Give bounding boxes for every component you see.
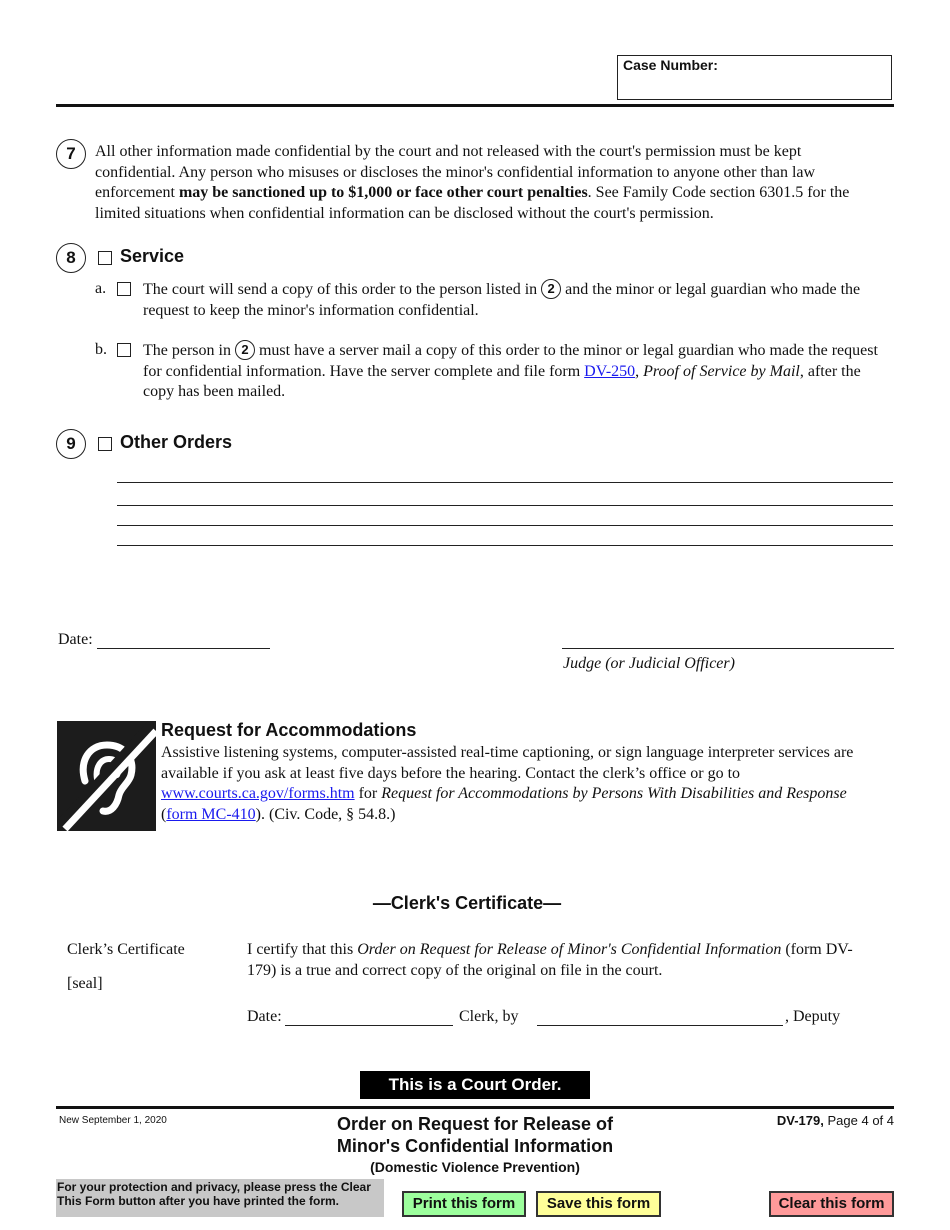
service-b-text — [143, 340, 878, 403]
judge-label: Judge (or Judicial Officer) — [563, 655, 735, 672]
other-orders-title: Other Orders — [120, 432, 233, 452]
service-a-text-part: The court will send a copy of this order to the person listed in — [143, 281, 538, 298]
service-b-text-part: , after the copy has been mailed. — [143, 362, 861, 400]
page-number: Page 4 of 4 — [827, 1113, 894, 1128]
other-orders-line-2[interactable] — [117, 505, 893, 506]
service-a-text-part: and the minor or legal guardian who made the request to keep the minor's information confidential. — [143, 281, 861, 319]
mc-410-link[interactable]: form MC-410 — [166, 805, 256, 823]
item-7-text-part: All other information made confidential by the court and not released with the court's permission must be kept confidential. Any person who misuses or discloses the minor's confidential information to anyone other than law enforcement — [95, 143, 816, 201]
form-subtitle: (Domestic Violence Prevention) — [370, 1159, 580, 1175]
item-2-reference: 2 — [235, 340, 255, 360]
clerk-date-label: Date: — [247, 1008, 282, 1025]
case-number-label: Case Number: — [623, 57, 718, 73]
service-b-checkbox[interactable] — [117, 343, 131, 357]
clerk-certificate-text — [247, 940, 877, 981]
accommodations-text-part: ( — [161, 805, 167, 823]
deputy-label: , Deputy — [785, 1008, 841, 1025]
privacy-note-line-1: For your protection and privacy, please press the Clear — [57, 1180, 371, 1194]
order-title-italic: Order on Request for Release of Minor's Confidential Information — [357, 941, 782, 958]
revision-date: New September 1, 2020 — [59, 1115, 167, 1126]
item-7-number: 7 — [56, 139, 86, 169]
footer-rule — [56, 1106, 894, 1109]
seal-label: [seal] — [67, 975, 103, 992]
accommodations-form-title: Request for Accommodations by Persons With Disabilities and Response — [381, 785, 847, 802]
print-form-button[interactable]: Print this form — [402, 1191, 526, 1217]
other-orders-line-4[interactable] — [117, 545, 893, 546]
hearing-assistance-icon — [57, 721, 156, 831]
proof-of-service-title: Proof of Service by Mail — [643, 362, 800, 380]
service-a-checkbox[interactable] — [117, 282, 131, 296]
item-7-text-part: . See Family Code section 6301.5 for the limited situations when confidential information can be disclosed without the court's permission. — [95, 184, 850, 222]
date-label: Date: — [58, 631, 93, 648]
accommodations-title: Request for Accommodations — [161, 720, 417, 740]
clerk-date-line[interactable] — [285, 1025, 453, 1026]
clerk-text-part: I certify that this — [247, 941, 354, 958]
clerk-by-label: Clerk, by — [459, 1008, 519, 1025]
case-number-box[interactable] — [617, 55, 892, 100]
item-2-reference: 2 — [541, 279, 561, 299]
save-form-button[interactable]: Save this form — [536, 1191, 661, 1217]
form-page-info — [777, 1113, 894, 1128]
clerk-text-part: (form DV-179) is a true and correct copy of the original on file in the court. — [247, 941, 853, 979]
clerk-certificate-side-label: Clerk’s Certificate — [67, 941, 185, 958]
privacy-note — [56, 1179, 384, 1217]
dv-250-link[interactable]: DV-250 — [584, 362, 636, 380]
accommodations-text — [161, 743, 886, 825]
accommodations-text-part: Assistive listening systems, computer-assisted real-time captioning, or sign language interpreter services are available if you ask at least five days before the hearing. Contact the clerk’s office or go to — [161, 744, 854, 782]
courts-forms-link[interactable]: www.courts.ca.gov/forms.htm — [161, 785, 355, 802]
item-7-sanction-text: may be sanctioned up to $1,000 or face other court penalties — [178, 184, 588, 201]
court-order-banner: This is a Court Order. — [360, 1071, 590, 1099]
other-orders-checkbox[interactable] — [98, 437, 112, 451]
item-7-text — [95, 142, 885, 224]
judge-signature-line[interactable] — [562, 648, 894, 649]
other-orders-line-1[interactable] — [117, 482, 893, 483]
accommodations-text-part: for — [358, 785, 378, 802]
service-b-letter: b. — [95, 341, 107, 358]
accommodations-text-part: ). (Civ. Code, § 54.8.) — [255, 805, 396, 823]
service-checkbox[interactable] — [98, 251, 112, 265]
service-b-text-part: The person in — [143, 342, 231, 359]
item-8-number: 8 — [56, 243, 86, 273]
service-title: Service — [120, 246, 185, 266]
clear-form-button[interactable]: Clear this form — [769, 1191, 894, 1217]
other-orders-line-3[interactable] — [117, 525, 893, 526]
date-line[interactable] — [97, 648, 270, 649]
service-a-letter: a. — [95, 280, 107, 297]
form-id: DV-179, — [776, 1113, 824, 1128]
privacy-note-line-2: This Form button after you have printed the form. — [57, 1194, 340, 1208]
item-9-number: 9 — [56, 429, 86, 459]
form-title-line-1: Order on Request for Release of — [336, 1114, 614, 1134]
service-b-text-part: must have a server mail a copy of this order to the minor or legal guardian who made the request for confidential information. Have the server complete and file form — [143, 342, 878, 380]
service-b-text-part: , — [635, 362, 640, 380]
clerk-certificate-heading: —Clerk's Certificate— — [372, 893, 562, 913]
form-title-line-2: Minor's Confidential Information — [336, 1136, 614, 1156]
service-a-text — [143, 279, 873, 321]
clerk-signature-line[interactable] — [537, 1025, 783, 1026]
header-rule — [56, 104, 894, 107]
